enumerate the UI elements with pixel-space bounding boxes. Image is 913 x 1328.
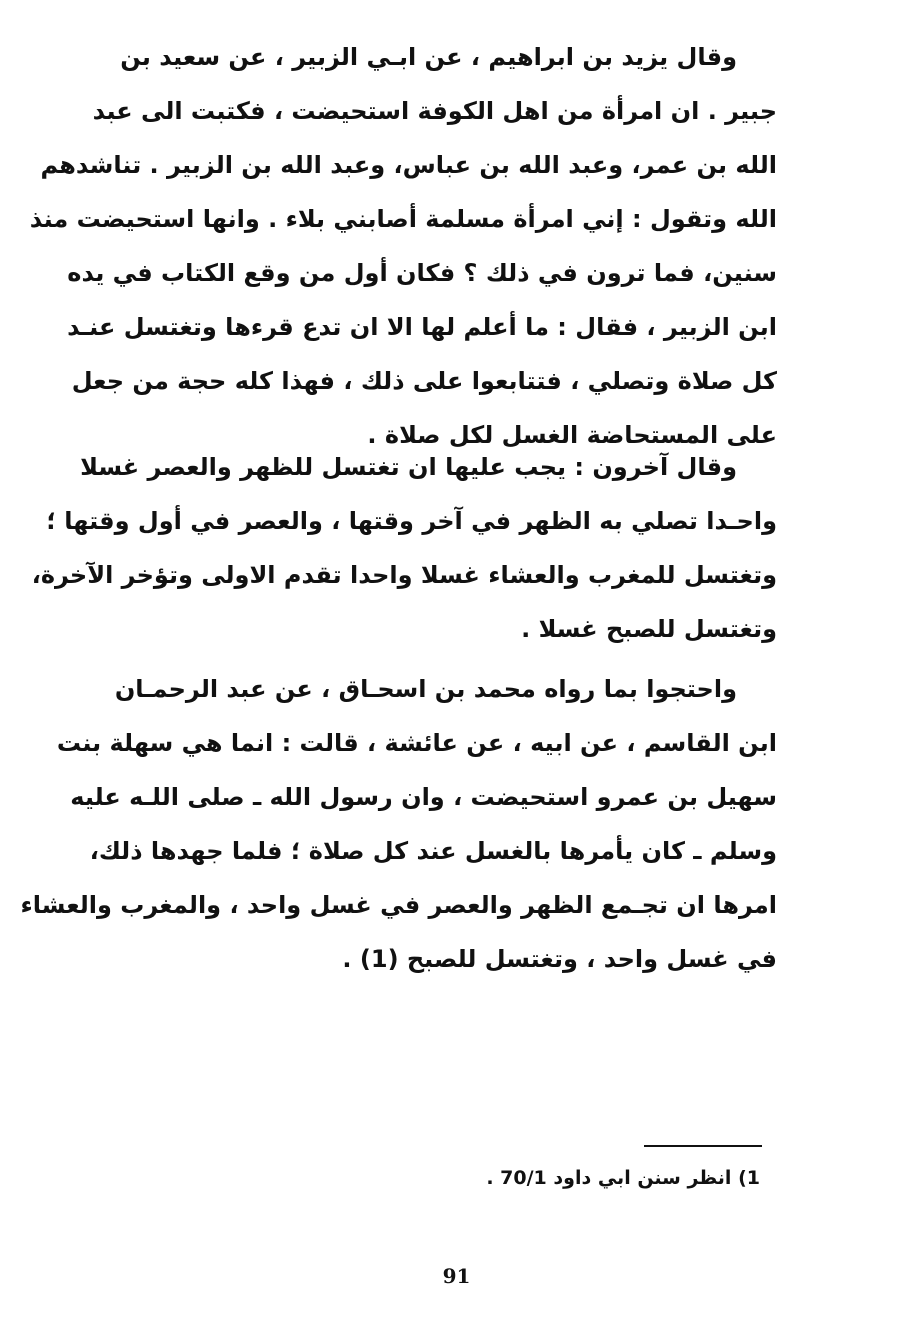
paragraph-2 xyxy=(31,440,777,656)
text-line: ابن الزبير ، فقال : ما أعلم لها الا ان تدع قرءها وتغتسل عنـد xyxy=(67,313,777,341)
text-line: وقال يزيد بن ابراهيم ، عن ابـي الزبير ، عن سعيد بن xyxy=(120,43,737,71)
text-line: وسلم ـ كان يأمرها بالغسل عند كل صلاة ؛ فلما جهدها ذلك، xyxy=(89,837,777,865)
text-line: وتغتسل للمغرب والعشاء غسلا واحدا تقدم الاولى وتؤخر الآخرة، xyxy=(31,561,777,589)
text-line: جبير . ان امرأة من اهل الكوفة استحيضت ، فكتبت الى عبد xyxy=(92,97,777,125)
text-line: في غسل واحد ، وتغتسل للصبح (1) . xyxy=(342,945,777,973)
footnote-divider xyxy=(644,1145,762,1147)
text-line: سهيل بن عمرو استحيضت ، وان رسول الله ـ صلى اللـه عليه xyxy=(70,783,777,811)
text-line: واحـدا تصلي به الظهر في آخر وقتها ، والعصر في أول وقتها ؛ xyxy=(46,507,777,535)
text-line: ابن القاسم ، عن ابيه ، عن عائشة ، قالت : انما هي سهلة بنت xyxy=(56,729,777,757)
text-line: الله وتقول : إني امرأة مسلمة أصابني بلاء . وانها استحيضت منذ xyxy=(29,205,777,233)
text-line: كل صلاة وتصلي ، فتتابعوا على ذلك ، فهذا كله حجة من جعل xyxy=(71,367,777,395)
text-line: واحتجوا بما رواه محمد بن اسحـاق ، عن عبد الرحمـان xyxy=(114,675,737,703)
footnote-text: انظر سنن ابي داود 70/1 . xyxy=(486,1167,732,1189)
text-line: امرها ان تجـمع الظهر والعصر في غسل واحد ، والمغرب والعشاء xyxy=(20,891,777,919)
text-line: على المستحاضة الغسل لكل صلاة . xyxy=(367,421,777,449)
text-line: سنين، فما ترون في ذلك ؟ فكان أول من وقع الكتاب في يده xyxy=(67,259,777,287)
page-number: 91 xyxy=(442,1264,471,1288)
text-line: وتغتسل للصبح غسلا . xyxy=(521,615,777,643)
footnote xyxy=(380,1163,760,1193)
text-line: الله بن عمر، وعبد الله بن عباس، وعبد الله بن الزبير . تناشدهم xyxy=(40,151,777,179)
paragraph-1 xyxy=(29,30,777,462)
paragraph-3 xyxy=(20,662,777,986)
text-line: وقال آخرون : يجب عليها ان تغتسل للظهر والعصر غسلا xyxy=(80,453,737,481)
footnote-marker: 1) xyxy=(738,1167,760,1189)
